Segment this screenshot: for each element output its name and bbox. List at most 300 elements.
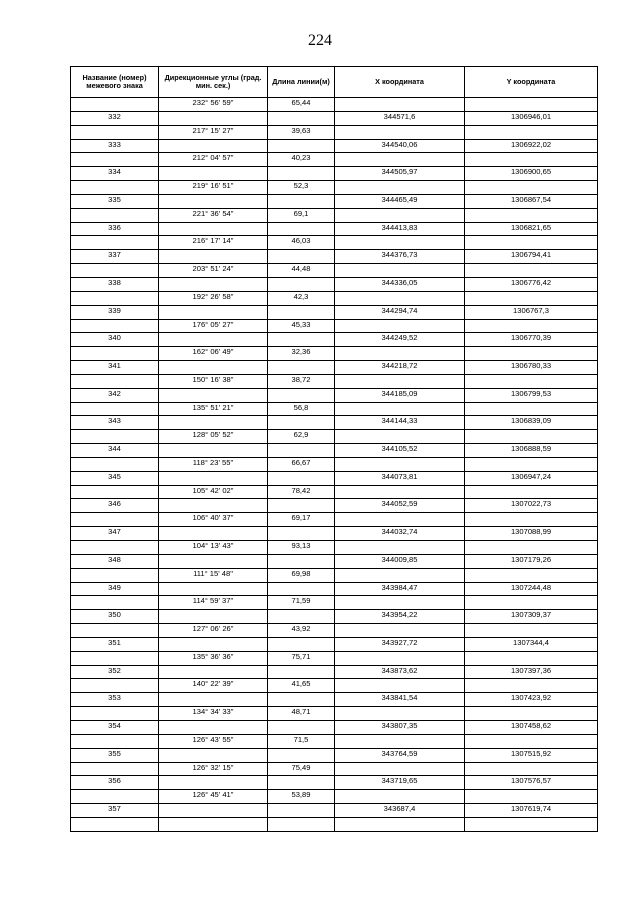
x-cell	[335, 125, 465, 139]
point-name-cell	[71, 402, 159, 416]
y-cell	[465, 430, 598, 444]
x-cell	[335, 485, 465, 499]
length-cell	[268, 776, 335, 790]
x-cell: 343984,47	[335, 582, 465, 596]
angle-cell	[159, 582, 268, 596]
length-cell	[268, 416, 335, 430]
x-cell	[335, 513, 465, 527]
angle-cell	[159, 194, 268, 208]
point-name-cell: 342	[71, 388, 159, 402]
y-cell: 1307619,74	[465, 804, 598, 818]
y-cell	[465, 153, 598, 167]
y-cell	[465, 568, 598, 582]
table-row	[71, 679, 598, 693]
length-cell	[268, 471, 335, 485]
point-name-cell: 349	[71, 582, 159, 596]
angle-cell	[159, 471, 268, 485]
y-cell	[465, 596, 598, 610]
angle-cell: 126° 32' 15"	[159, 762, 268, 776]
table-row	[71, 804, 598, 818]
table-row	[71, 790, 598, 804]
length-cell	[268, 305, 335, 319]
x-cell: 343954,22	[335, 610, 465, 624]
length-cell: 41,65	[268, 679, 335, 693]
point-name-cell: 343	[71, 416, 159, 430]
angle-cell: 128° 05' 52"	[159, 430, 268, 444]
point-name-cell: 356	[71, 776, 159, 790]
length-cell	[268, 167, 335, 181]
y-cell: 1306867,54	[465, 194, 598, 208]
angle-cell: 221° 36' 54"	[159, 208, 268, 222]
length-cell	[268, 554, 335, 568]
y-cell	[465, 125, 598, 139]
x-cell	[335, 541, 465, 555]
angle-cell	[159, 776, 268, 790]
point-name-cell: 344	[71, 444, 159, 458]
table-row	[71, 513, 598, 527]
header-angle: Дирекционные углы (град. мин. сек.)	[159, 67, 268, 98]
x-cell: 344465,49	[335, 194, 465, 208]
y-cell	[465, 541, 598, 555]
angle-cell: 126° 43' 55"	[159, 734, 268, 748]
angle-cell	[159, 665, 268, 679]
angle-cell: 135° 36' 36"	[159, 651, 268, 665]
length-cell	[268, 444, 335, 458]
x-cell	[335, 790, 465, 804]
angle-cell: 105° 42' 02"	[159, 485, 268, 499]
length-cell: 52,3	[268, 181, 335, 195]
y-cell	[465, 291, 598, 305]
y-cell	[465, 374, 598, 388]
table-row	[71, 208, 598, 222]
header-name: Название (номер) межевого знака	[71, 67, 159, 98]
table-row	[71, 250, 598, 264]
length-cell: 46,03	[268, 236, 335, 250]
length-cell	[268, 610, 335, 624]
y-cell: 1307309,37	[465, 610, 598, 624]
x-cell	[335, 291, 465, 305]
table-row	[71, 98, 598, 112]
point-name-cell	[71, 624, 159, 638]
table-row	[71, 444, 598, 458]
angle-cell	[159, 416, 268, 430]
table-row	[71, 748, 598, 762]
y-cell: 1307244,48	[465, 582, 598, 596]
x-cell	[335, 264, 465, 278]
table-row	[71, 457, 598, 471]
length-cell: 32,36	[268, 347, 335, 361]
length-cell	[268, 388, 335, 402]
y-cell: 1307397,36	[465, 665, 598, 679]
point-name-cell	[71, 651, 159, 665]
table-row	[71, 402, 598, 416]
length-cell	[268, 720, 335, 734]
x-cell	[335, 734, 465, 748]
table-row	[71, 554, 598, 568]
length-cell	[268, 277, 335, 291]
angle-cell	[159, 693, 268, 707]
table-row	[71, 720, 598, 734]
angle-cell	[159, 499, 268, 513]
length-cell: 69,1	[268, 208, 335, 222]
angle-cell	[159, 333, 268, 347]
point-name-cell: 357	[71, 804, 159, 818]
x-cell: 344218,72	[335, 361, 465, 375]
table-header-row	[71, 67, 598, 98]
length-cell: 62,9	[268, 430, 335, 444]
table-row	[71, 568, 598, 582]
y-cell: 1306900,65	[465, 167, 598, 181]
table-row	[71, 471, 598, 485]
point-name-cell	[71, 98, 159, 112]
x-cell	[335, 374, 465, 388]
table-row	[71, 388, 598, 402]
x-cell	[335, 402, 465, 416]
length-cell: 40,23	[268, 153, 335, 167]
angle-cell	[159, 277, 268, 291]
y-cell	[465, 651, 598, 665]
point-name-cell	[71, 319, 159, 333]
y-cell: 1306794,41	[465, 250, 598, 264]
length-cell: 53,89	[268, 790, 335, 804]
angle-cell: 104° 13' 43"	[159, 541, 268, 555]
x-cell: 344009,85	[335, 554, 465, 568]
length-cell: 48,71	[268, 707, 335, 721]
y-cell: 1306821,65	[465, 222, 598, 236]
angle-cell	[159, 748, 268, 762]
y-cell: 1307022,73	[465, 499, 598, 513]
x-cell: 343687,4	[335, 804, 465, 818]
x-cell: 344052,59	[335, 499, 465, 513]
length-cell: 69,98	[268, 568, 335, 582]
table-row	[71, 776, 598, 790]
point-name-cell	[71, 762, 159, 776]
header-y: Y координата	[465, 67, 598, 98]
point-name-cell	[71, 790, 159, 804]
length-cell: 78,42	[268, 485, 335, 499]
table-row	[71, 333, 598, 347]
point-name-cell: 336	[71, 222, 159, 236]
length-cell	[268, 333, 335, 347]
point-name-cell: 338	[71, 277, 159, 291]
angle-cell	[159, 167, 268, 181]
length-cell: 44,48	[268, 264, 335, 278]
angle-cell	[159, 444, 268, 458]
y-cell: 1306922,02	[465, 139, 598, 153]
x-cell: 343841,54	[335, 693, 465, 707]
length-cell	[268, 665, 335, 679]
table-row	[71, 624, 598, 638]
length-cell: 38,72	[268, 374, 335, 388]
y-cell	[465, 513, 598, 527]
angle-cell: 217° 15' 27"	[159, 125, 268, 139]
x-cell: 343807,35	[335, 720, 465, 734]
y-cell	[465, 347, 598, 361]
x-cell	[335, 236, 465, 250]
y-cell: 1307576,57	[465, 776, 598, 790]
point-name-cell: 334	[71, 167, 159, 181]
point-name-cell: 341	[71, 361, 159, 375]
point-name-cell	[71, 374, 159, 388]
x-cell	[335, 98, 465, 112]
angle-cell: 106° 40' 37"	[159, 513, 268, 527]
x-cell: 343873,62	[335, 665, 465, 679]
angle-cell	[159, 554, 268, 568]
angle-cell: 135° 51' 21"	[159, 402, 268, 416]
y-cell	[465, 679, 598, 693]
table-row	[71, 153, 598, 167]
y-cell	[465, 485, 598, 499]
angle-cell	[159, 637, 268, 651]
point-name-cell	[71, 679, 159, 693]
point-name-cell	[71, 457, 159, 471]
point-name-cell: 348	[71, 554, 159, 568]
point-name-cell: 352	[71, 665, 159, 679]
table-row	[71, 291, 598, 305]
x-cell	[335, 457, 465, 471]
table-row	[71, 374, 598, 388]
x-cell: 343719,65	[335, 776, 465, 790]
y-cell: 1307423,92	[465, 693, 598, 707]
point-name-cell	[71, 208, 159, 222]
page-number: 224	[308, 32, 332, 49]
angle-cell: 212° 04' 57"	[159, 153, 268, 167]
angle-cell: 111° 15' 48"	[159, 568, 268, 582]
angle-cell	[159, 388, 268, 402]
point-name-cell: 340	[71, 333, 159, 347]
x-cell	[335, 319, 465, 333]
length-cell	[268, 693, 335, 707]
x-cell	[335, 568, 465, 582]
x-cell: 344376,73	[335, 250, 465, 264]
y-cell	[465, 457, 598, 471]
point-name-cell: 339	[71, 305, 159, 319]
length-cell	[268, 582, 335, 596]
angle-cell: 150° 16' 38"	[159, 374, 268, 388]
angle-cell	[159, 305, 268, 319]
point-name-cell: 355	[71, 748, 159, 762]
point-name-cell	[71, 596, 159, 610]
table-row	[71, 305, 598, 319]
point-name-cell	[71, 568, 159, 582]
length-cell: 66,67	[268, 457, 335, 471]
x-cell: 343764,59	[335, 748, 465, 762]
y-cell	[465, 624, 598, 638]
angle-cell: 118° 23' 55"	[159, 457, 268, 471]
point-name-cell: 354	[71, 720, 159, 734]
length-cell	[268, 804, 335, 818]
x-cell	[335, 596, 465, 610]
angle-cell	[159, 222, 268, 236]
y-cell	[465, 734, 598, 748]
x-cell: 344540,06	[335, 139, 465, 153]
length-cell	[268, 111, 335, 125]
y-cell: 1306888,59	[465, 444, 598, 458]
length-cell: 75,49	[268, 762, 335, 776]
angle-cell	[159, 361, 268, 375]
x-cell	[335, 347, 465, 361]
table-row	[71, 485, 598, 499]
length-cell: 39,63	[268, 125, 335, 139]
point-name-cell: 350	[71, 610, 159, 624]
y-cell: 1306767,3	[465, 305, 598, 319]
x-cell: 344185,09	[335, 388, 465, 402]
point-name-cell: 337	[71, 250, 159, 264]
table-row	[71, 637, 598, 651]
table-body	[71, 98, 598, 832]
length-cell	[268, 139, 335, 153]
table-row	[71, 139, 598, 153]
y-cell: 1307344,4	[465, 637, 598, 651]
table-row	[71, 651, 598, 665]
angle-cell	[159, 720, 268, 734]
y-cell: 1307515,92	[465, 748, 598, 762]
x-cell: 344073,81	[335, 471, 465, 485]
table-row	[71, 430, 598, 444]
point-name-cell	[71, 347, 159, 361]
point-name-cell	[71, 181, 159, 195]
header-x: X координата	[335, 67, 465, 98]
point-name-cell	[71, 707, 159, 721]
length-cell: 69,17	[268, 513, 335, 527]
point-name-cell: 353	[71, 693, 159, 707]
point-name-cell	[71, 264, 159, 278]
y-cell	[465, 790, 598, 804]
angle-cell: 126° 45' 41"	[159, 790, 268, 804]
angle-cell	[159, 527, 268, 541]
y-cell: 1306776,42	[465, 277, 598, 291]
length-cell: 71,5	[268, 734, 335, 748]
table-row	[71, 194, 598, 208]
table-row	[71, 264, 598, 278]
y-cell: 1306947,24	[465, 471, 598, 485]
x-cell: 343927,72	[335, 637, 465, 651]
length-cell: 75,71	[268, 651, 335, 665]
point-name-cell	[71, 236, 159, 250]
x-cell: 344571,6	[335, 111, 465, 125]
angle-cell: 192° 26' 58"	[159, 291, 268, 305]
x-cell	[335, 181, 465, 195]
table-row	[71, 693, 598, 707]
point-name-cell: 345	[71, 471, 159, 485]
angle-cell	[159, 250, 268, 264]
length-cell: 71,59	[268, 596, 335, 610]
point-name-cell: 347	[71, 527, 159, 541]
point-name-cell	[71, 541, 159, 555]
x-cell	[335, 430, 465, 444]
angle-cell	[159, 610, 268, 624]
y-cell: 1306780,33	[465, 361, 598, 375]
x-cell	[335, 817, 465, 831]
y-cell	[465, 236, 598, 250]
angle-cell: 134° 34' 33"	[159, 707, 268, 721]
table-row	[71, 222, 598, 236]
table-row	[71, 347, 598, 361]
table-row	[71, 111, 598, 125]
point-name-cell: 351	[71, 637, 159, 651]
length-cell	[268, 250, 335, 264]
x-cell	[335, 651, 465, 665]
y-cell	[465, 817, 598, 831]
table-row	[71, 582, 598, 596]
coordinates-table	[70, 66, 598, 832]
table-row	[71, 236, 598, 250]
table-row	[71, 527, 598, 541]
x-cell: 344144,33	[335, 416, 465, 430]
angle-cell: 176° 05' 27"	[159, 319, 268, 333]
length-cell	[268, 637, 335, 651]
x-cell: 344032,74	[335, 527, 465, 541]
x-cell: 344294,74	[335, 305, 465, 319]
y-cell: 1307088,99	[465, 527, 598, 541]
angle-cell: 219° 16' 51"	[159, 181, 268, 195]
x-cell	[335, 624, 465, 638]
table-row	[71, 416, 598, 430]
table-row	[71, 125, 598, 139]
point-name-cell: 335	[71, 194, 159, 208]
angle-cell: 162° 06' 49"	[159, 347, 268, 361]
length-cell: 65,44	[268, 98, 335, 112]
table-row	[71, 319, 598, 333]
length-cell	[268, 194, 335, 208]
y-cell	[465, 181, 598, 195]
angle-cell: 140° 22' 39"	[159, 679, 268, 693]
y-cell	[465, 762, 598, 776]
table-row	[71, 596, 598, 610]
angle-cell: 232° 56' 59"	[159, 98, 268, 112]
table-row	[71, 665, 598, 679]
point-name-cell	[71, 817, 159, 831]
x-cell	[335, 762, 465, 776]
table-row	[71, 499, 598, 513]
x-cell	[335, 153, 465, 167]
x-cell: 344505,97	[335, 167, 465, 181]
length-cell	[268, 817, 335, 831]
angle-cell: 114° 59' 37"	[159, 596, 268, 610]
length-cell	[268, 499, 335, 513]
table-row	[71, 167, 598, 181]
y-cell: 1306946,01	[465, 111, 598, 125]
y-cell	[465, 98, 598, 112]
y-cell	[465, 319, 598, 333]
y-cell	[465, 707, 598, 721]
table-row	[71, 541, 598, 555]
length-cell: 43,92	[268, 624, 335, 638]
x-cell: 344105,52	[335, 444, 465, 458]
angle-cell: 127° 06' 26"	[159, 624, 268, 638]
table-row	[71, 707, 598, 721]
point-name-cell	[71, 125, 159, 139]
length-cell	[268, 748, 335, 762]
angle-cell: 203° 51' 24"	[159, 264, 268, 278]
angle-cell	[159, 111, 268, 125]
table-row	[71, 817, 598, 831]
y-cell: 1307458,62	[465, 720, 598, 734]
y-cell	[465, 264, 598, 278]
x-cell	[335, 707, 465, 721]
x-cell	[335, 679, 465, 693]
angle-cell	[159, 139, 268, 153]
point-name-cell: 332	[71, 111, 159, 125]
length-cell: 45,33	[268, 319, 335, 333]
y-cell: 1306839,09	[465, 416, 598, 430]
table-row	[71, 734, 598, 748]
point-name-cell: 346	[71, 499, 159, 513]
y-cell: 1307179,26	[465, 554, 598, 568]
length-cell: 93,13	[268, 541, 335, 555]
table-row	[71, 610, 598, 624]
length-cell	[268, 527, 335, 541]
